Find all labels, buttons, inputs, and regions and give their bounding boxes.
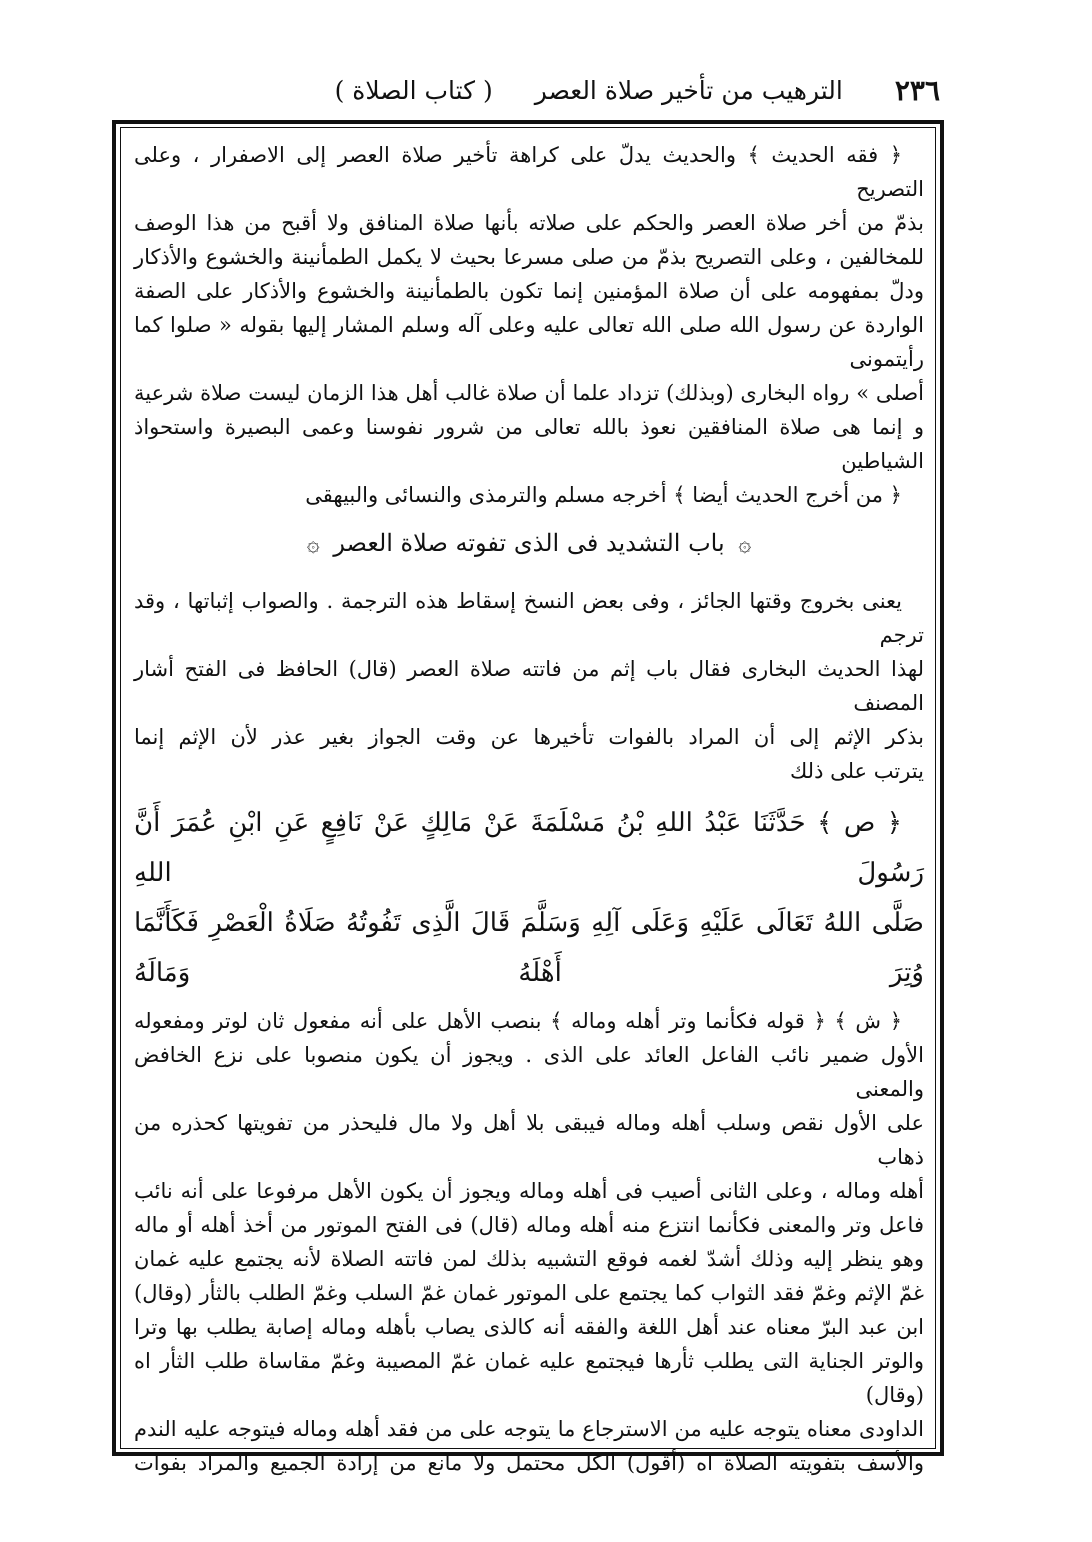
hadith-line: ﴿ ص ﴾ حَدَّثَنَا عَبْدُ اللهِ بْنُ مَسْلَمَةَ عَنْ مَالِكٍ عَنْ نَافِعٍ عَنِ ابْنِ عُمَرَ أَنَّ رَسُولَ اللهِ <box>134 807 924 888</box>
text-line: يعنى بخروج وقتها الجائز ، وفى بعض النسخ إسقاط هذه الترجمة . والصواب إثباتها ، وقد ترجم <box>134 588 924 647</box>
text-line: يترتب على ذلك <box>789 758 924 783</box>
section-explanation <box>134 584 924 788</box>
text-line: بذكر الإثم إلى أن المراد بالفوات تأخيرها عن وقت الجواز بغير عذر لأن الإثم إنما <box>134 724 924 749</box>
hadith-text <box>134 798 924 998</box>
text-line: الواردة عن رسول الله صلى الله تعالى عليه وعلى آله وسلم المشار إليها بقوله « صلوا كما رأيتمونى <box>134 313 924 371</box>
text-line: أصلى » رواه البخارى (وبذلك) تزداد علما أن صلاة غالب أهل هذا الزمان ليست صلاة شرعية <box>134 381 924 405</box>
text-line: والوتر الجناية التى يطلب ثأرها فيجتمع عليه غمان غمّ المصيبة وغمّ مقاساة طلب الثأر اه (وقال) <box>134 1348 924 1407</box>
commentary-paragraph <box>134 138 924 512</box>
header-book: ( كتاب الصلاة ) <box>334 75 493 105</box>
text-line: لهذا الحديث البخارى فقال باب إثم من فاتته صلاة العصر (قال) الحافظ فى الفتح أشار المصنف <box>134 656 924 715</box>
text-line: ﴿ ش ﴾ ﴿ قوله فكأنما وتر أهله وماله ﴾ بنصب الأهل على أنه مفعول ثان لوتر ومفعوله <box>134 1008 902 1033</box>
hadith-line: صَلَّى اللهُ تَعَالَى عَلَيْهِ وَعَلَى آلِهِ وَسَلَّمَ قَالَ الَّذِى تَفُوتُهُ صَلَاةُ الْعَصْرِ فَكَأَنَّمَا وُتِرَ أَهْلَهُ وَمَالَهُ <box>134 907 924 988</box>
header-title: الترهيب من تأخير صلاة العصر <box>534 75 843 105</box>
text-line: ﴿ من أخرج الحديث أيضا ﴾ أخرجه مسلم والترمذى والنسائى والبيهقى <box>305 483 902 507</box>
text-line: ودلّ بمفهومه على أن صلاة المؤمنين إنما تكون بالطمأنينة والخشوع والأذكار على الصفة <box>134 279 924 303</box>
text-line: على الأول نقص وسلب أهله وماله فيبقى بلا أهل ولا مال فليحذر من تفويتها كحذره من ذهاب <box>134 1110 924 1169</box>
text-line: الأول ضمير نائب الفاعل العائد على الذى . ويجوز أن يكون منصوبا على نزع الخافض والمعنى <box>134 1042 924 1101</box>
section-title-text: باب التشديد فى الذى تفوته صلاة العصر <box>333 529 725 557</box>
text-line: غمّ الإثم وغمّ فقد الثواب كما يجتمع على الموتور غمان غمّ السلب وغمّ الطلب بالثأر (وقال) <box>134 1280 924 1305</box>
ornament-left: ۞ <box>306 531 320 557</box>
text-line: و إنما هى صلاة المنافقين نعوذ بالله تعالى من شرور نفوسنا وعمى البصيرة واستحواذ الشياطين <box>134 415 924 473</box>
text-line: ابن عبد البرّ معناه عند أهل اللغة والفقه أنه كالذى يصاب بأهله وماله إصابة يطلب بها وترا <box>134 1314 924 1339</box>
section-title <box>134 526 924 562</box>
page-body <box>134 138 924 1475</box>
text-line: ﴿ فقه الحديث ﴾ والحديث يدلّ على كراهة تأخير صلاة العصر إلى الاصفرار ، وعلى التصريح <box>134 143 924 201</box>
text-line: بذمّ من أخر صلاة العصر والحكم على صلاته بأنها صلاة المنافق ولا أقبح من هذا الوصف <box>134 211 924 235</box>
text-line: فاعل وتر والمعنى فكأنما انتزع منه أهله وماله (قال) فى الفتح الموتور من أخذ أهله أو ماله <box>134 1212 924 1237</box>
text-line: والأسف بتفويته الصلاة اه (أقول) الكل محتمل ولا مانع من إرادة الجميع والمراد بفوات <box>134 1450 924 1475</box>
text-line: الداودى معناه يتوجه عليه من الاسترجاع ما يتوجه على من فقد أهله وماله فيتوجه عليه الندم <box>134 1416 924 1441</box>
page-header <box>120 62 940 118</box>
text-line: أهله وماله ، وعلى الثانى أصيب فى أهله وماله ويجوز أن يكون الأهل مرفوعا على أنه نائب <box>134 1178 924 1203</box>
hadith-commentary <box>134 1004 924 1480</box>
text-line: للمخالفين ، وعلى التصريح بذمّ من صلى مسرعا بحيث لا يكمل الطمأنينة والخشوع والأذكار <box>134 245 924 269</box>
ornament-right: ۞ <box>738 531 752 557</box>
text-line: وهو ينظر إليه وذلك أشدّ لغمه فوقع التشبيه بذلك لمن فاتته الصلاة لأنه يجتمع عليه غمان <box>134 1246 924 1271</box>
page-number: ٢٣٦ <box>894 73 940 107</box>
